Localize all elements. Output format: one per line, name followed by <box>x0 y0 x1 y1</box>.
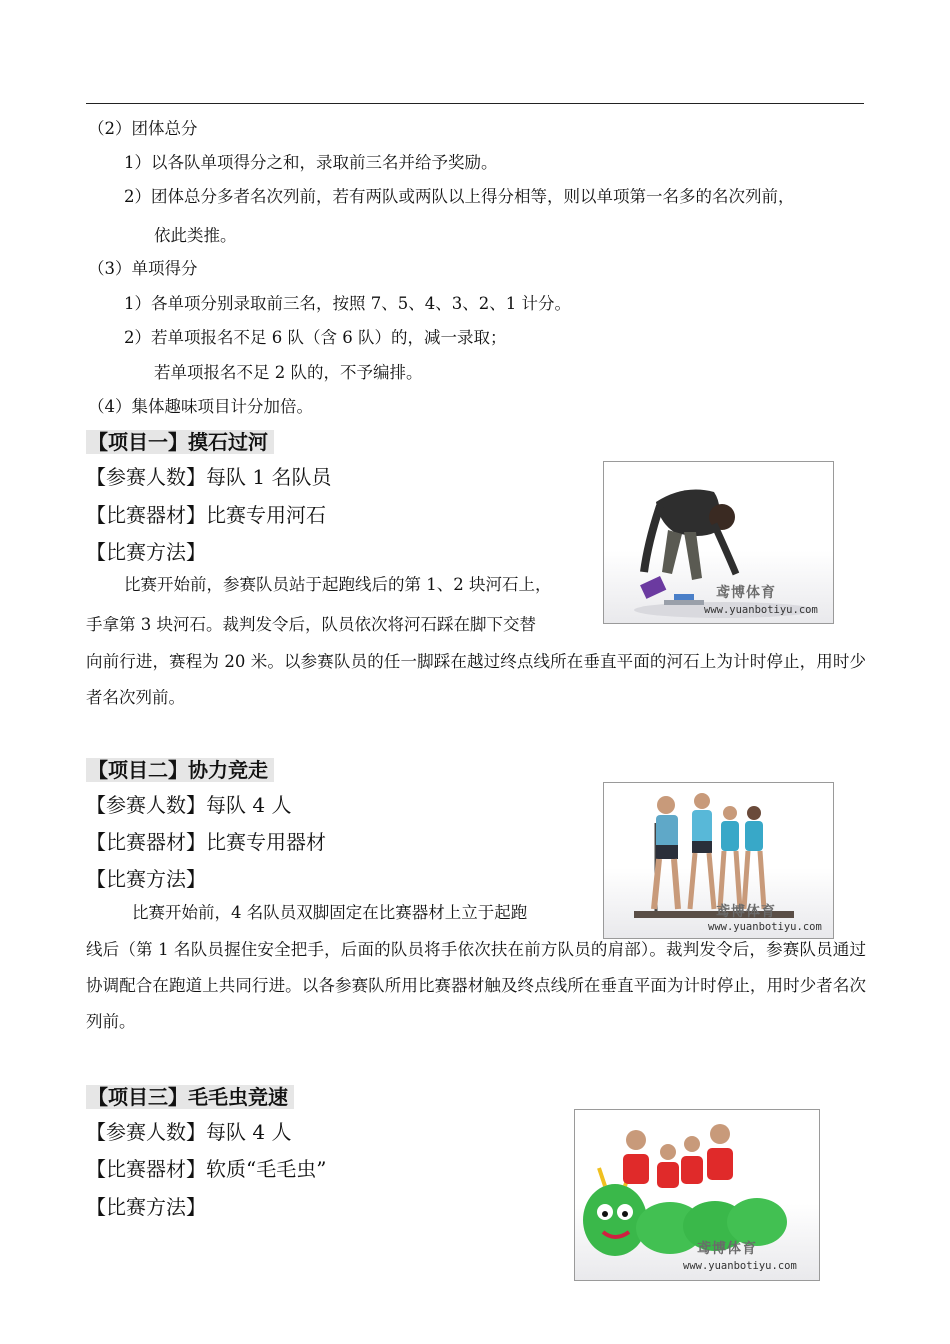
project-3-title: 【项目三】毛毛虫竞速 <box>86 1085 294 1109</box>
project-2-method-label: 【比赛方法】 <box>86 867 206 891</box>
header-rule <box>86 103 864 104</box>
fun-bonus-rule: （4）集体趣味项目计分加倍。 <box>88 397 313 416</box>
project-3-photo <box>574 1109 820 1281</box>
team-total-item-1: 1）以各队单项得分之和，录取前三名并给予奖励。 <box>124 153 498 172</box>
project-3-equipment: 【比赛器材】软质“毛毛虫” <box>86 1157 327 1181</box>
project-3-photo-watermark: 鸢博体育 <box>697 1241 757 1257</box>
project-1-method-rest: 向前行进，赛程为 20 米。以参赛队员的任一脚踩在越过终点线所在垂直平面的河石上为计时停止，用时少者名次列前。 <box>86 652 866 707</box>
single-score-item-2-cont: 若单项报名不足 2 队的，不予编排。 <box>154 363 423 382</box>
project-3-participants: 【参赛人数】每队 4 人 <box>86 1120 292 1144</box>
project-1-method-label: 【比赛方法】 <box>86 540 206 564</box>
single-score-heading: （3）单项得分 <box>88 259 198 278</box>
project-2-title: 【项目二】协力竞走 <box>86 758 274 782</box>
project-2-method-rest: 线后（第 1 名队员握住安全把手，后面的队员将手依次扶在前方队员的肩部）。裁判发令后，参赛队员通过协调配合在跑道上共同行进。以各参赛队所用比赛器材触及终点线所在垂直平面为计时停止，用时少者名次列前。 <box>86 940 866 1031</box>
project-1-participants: 【参赛人数】每队 1 名队员 <box>86 465 332 489</box>
team-total-item-2-cont: 依此类推。 <box>154 226 237 245</box>
team-total-heading: （2）团体总分 <box>88 119 198 138</box>
team-total-item-2: 2）团体总分多者名次列前，若有两队或两队以上得分相等，则以单项第一名多的名次列前， <box>124 187 795 206</box>
project-3-photo-url: www.yuanbotiyu.com <box>683 1260 797 1272</box>
project-2-equipment: 【比赛器材】比赛专用器材 <box>86 830 326 854</box>
project-1-photo <box>603 461 834 624</box>
project-2-photo <box>603 782 834 939</box>
project-1-equipment: 【比赛器材】比赛专用河石 <box>86 503 326 527</box>
project-2-photo-watermark: 鸢博体育 <box>716 904 776 920</box>
project-2-method-line-1: 比赛开始前，4 名队员双脚固定在比赛器材上立于起跑 <box>132 903 528 922</box>
project-2-participants: 【参赛人数】每队 4 人 <box>86 793 292 817</box>
project-1-photo-url: www.yuanbotiyu.com <box>704 604 818 616</box>
single-score-item-1: 1）各单项分别录取前三名，按照 7、5、4、3、2、1 计分。 <box>124 294 571 313</box>
project-1-photo-watermark: 鸢博体育 <box>716 585 776 601</box>
project-2-photo-url: www.yuanbotiyu.com <box>708 921 822 933</box>
project-1-method-line-1: 比赛开始前，参赛队员站于起跑线后的第 1、2 块河石上， <box>124 575 552 594</box>
project-1-title: 【项目一】摸石过河 <box>86 430 274 454</box>
single-score-item-2: 2）若单项报名不足 6 队（含 6 队）的，减一录取； <box>124 328 507 347</box>
project-3-method-label: 【比赛方法】 <box>86 1195 206 1219</box>
project-1-method-line-2: 手拿第 3 块河石。裁判发令后，队员依次将河石踩在脚下交替 <box>86 615 536 634</box>
